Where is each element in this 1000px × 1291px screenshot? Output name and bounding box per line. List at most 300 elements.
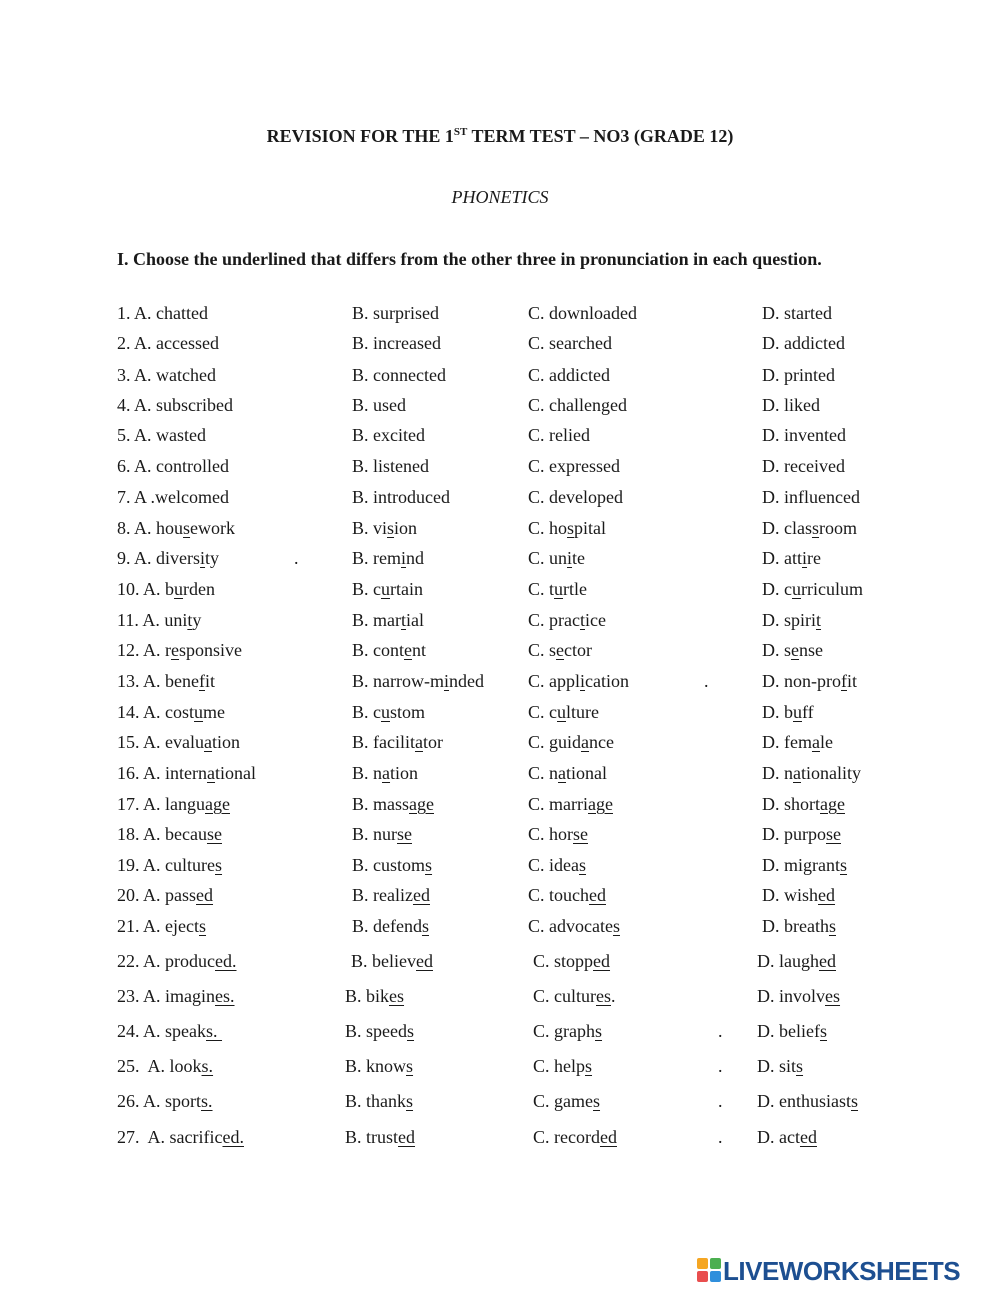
option-text-tail: ion <box>394 518 418 538</box>
underlined-letters: s <box>406 1056 414 1076</box>
underlined-letters: u <box>557 702 566 722</box>
underlined-letters: s <box>593 1091 601 1111</box>
option-c <box>528 365 610 386</box>
option-a <box>117 763 256 784</box>
option-text: wasted <box>156 425 206 445</box>
option-text: D. b <box>762 702 793 722</box>
option-b <box>352 579 423 600</box>
question-row <box>0 548 1000 576</box>
underlined-letters: s <box>796 1056 804 1076</box>
underlined-letters: s <box>612 916 620 936</box>
option-text: speak <box>165 1021 206 1041</box>
option-b <box>352 548 424 569</box>
option-a <box>117 951 237 972</box>
option-text-tail: lture <box>566 702 599 722</box>
option-b <box>345 1091 413 1112</box>
option-text: B. n <box>352 763 383 783</box>
stray-dot: . <box>718 1127 723 1147</box>
option-text-tail: ctor <box>564 640 592 660</box>
question-number: 5. A. <box>117 425 157 445</box>
question-number: 24. A. <box>117 1021 166 1041</box>
option-text: B. mar <box>352 610 401 630</box>
underlined-letters: s <box>828 916 836 936</box>
underlined-letters: e <box>404 640 412 660</box>
option-text: D. belief <box>757 1021 820 1041</box>
option-b <box>352 794 434 815</box>
question-row <box>0 986 1000 1014</box>
option-text: r <box>165 640 172 660</box>
option-text: C. challenged <box>528 395 627 415</box>
option-text: B. realiz <box>352 885 413 905</box>
option-text-tail: ice <box>585 610 606 630</box>
underlined-letters: s <box>819 1021 827 1041</box>
option-text-tail: nd <box>406 548 425 568</box>
question-number: 26. A. <box>117 1091 166 1111</box>
option-text-tail: pital <box>574 518 607 538</box>
option-c <box>528 303 637 324</box>
question-number: 19. A. <box>117 855 166 875</box>
question-row <box>0 395 1000 423</box>
question-number: 2. A. <box>117 333 157 353</box>
option-a <box>117 1127 244 1148</box>
option-b <box>352 395 406 416</box>
option-text-tail: cation <box>585 671 629 691</box>
option-a <box>117 885 213 906</box>
option-text: chatted <box>156 303 208 323</box>
option-d <box>762 456 845 477</box>
option-text: intern <box>165 763 208 783</box>
option-text: D. non-pro <box>762 671 841 691</box>
option-a <box>117 855 222 876</box>
option-text: B. know <box>345 1056 407 1076</box>
option-c <box>528 763 607 784</box>
option-text: B. mass <box>352 794 410 814</box>
underlined-letters: ed <box>412 885 430 905</box>
option-c <box>528 333 612 354</box>
option-text: B. facilit <box>352 732 415 752</box>
option-text: C. developed <box>528 487 623 507</box>
option-text: C. graph <box>533 1021 595 1041</box>
underlined-letters: a <box>811 732 820 752</box>
question-number: 11. A. <box>117 610 165 630</box>
underlined-letters: se <box>397 824 412 844</box>
question-number: 6. A. <box>117 456 157 476</box>
option-b <box>352 518 417 539</box>
option-text: sacrific <box>169 1127 223 1147</box>
option-d <box>757 1056 803 1077</box>
question-number: 16. A. <box>117 763 166 783</box>
option-d <box>757 1091 858 1112</box>
question-row <box>0 365 1000 393</box>
option-text: B. introduced <box>352 487 450 507</box>
option-c <box>528 518 606 539</box>
option-text: C. help <box>533 1056 585 1076</box>
option-text-tail: nse <box>799 640 824 660</box>
question-number: 20. A. <box>117 885 166 905</box>
option-text: B. bik <box>345 986 390 1006</box>
question-row <box>0 303 1000 331</box>
option-b <box>352 303 439 324</box>
option-text-tail: y <box>192 610 202 630</box>
option-b <box>345 1056 413 1077</box>
underlined-letters: t <box>816 610 822 630</box>
underlined-letters: age <box>820 794 845 814</box>
option-text: B. narrow-m <box>352 671 444 691</box>
option-text: C. game <box>533 1091 593 1111</box>
option-c-dot: . <box>611 986 616 1006</box>
option-c <box>528 487 623 508</box>
option-text: D. c <box>762 579 792 599</box>
option-text: imagin <box>165 986 216 1006</box>
underlined-letters: age <box>409 794 434 814</box>
underlined-letters: ed <box>799 1127 817 1147</box>
option-d <box>762 794 845 815</box>
option-text: C. downloaded <box>528 303 637 323</box>
option-text: culture <box>165 855 215 875</box>
question-row <box>0 1021 1000 1049</box>
option-text: C. touch <box>528 885 589 905</box>
underlined-letters: ed <box>416 951 433 971</box>
underlined-letters: se <box>826 824 841 844</box>
underlined-letters: a <box>204 732 212 752</box>
option-text: D. fem <box>762 732 812 752</box>
underlined-letters: u <box>554 579 564 599</box>
option-text: B. rem <box>352 548 401 568</box>
option-text: D. printed <box>762 365 835 385</box>
option-text: B. defend <box>352 916 422 936</box>
option-c <box>528 794 613 815</box>
option-text: B. increased <box>352 333 441 353</box>
underlined-letters: s <box>407 1021 415 1041</box>
option-text: C. un <box>528 548 568 568</box>
option-c <box>533 951 610 972</box>
option-d <box>762 303 832 324</box>
underlined-letters: ed. <box>222 1127 244 1147</box>
underlined-letters: a <box>793 763 801 783</box>
question-number: 12. A. <box>117 640 166 660</box>
option-text-tail: rriculum <box>801 579 863 599</box>
underlined-letters: ed <box>819 951 836 971</box>
option-text: B. nur <box>352 824 397 844</box>
option-d <box>762 855 847 876</box>
option-b <box>352 425 425 446</box>
underlined-letters: s <box>567 518 575 538</box>
option-a <box>117 303 208 324</box>
option-text: D. breath <box>762 916 829 936</box>
question-row <box>0 916 1000 944</box>
option-text: sport <box>165 1091 202 1111</box>
option-text: C. addicted <box>528 365 610 385</box>
question-number: 21. A. <box>117 916 166 936</box>
underlined-letters: i <box>401 548 407 568</box>
option-text: B. believ <box>351 951 416 971</box>
option-a <box>117 824 222 845</box>
option-a <box>117 986 235 1007</box>
option-text: D. short <box>762 794 820 814</box>
option-text: D. involv <box>757 986 826 1006</box>
option-d <box>762 610 821 631</box>
option-a <box>117 916 206 937</box>
question-row <box>0 610 1000 638</box>
option-b <box>351 951 433 972</box>
option-b <box>352 671 484 692</box>
option-text: evalu <box>165 732 204 752</box>
underlined-letters: e <box>171 640 180 660</box>
option-text-tail: rtain <box>390 579 423 599</box>
option-c <box>533 1056 592 1077</box>
option-text: B. speed <box>345 1021 407 1041</box>
option-d <box>757 1021 827 1042</box>
option-d <box>762 702 814 723</box>
option-text: .welcomed <box>150 487 229 507</box>
option-text: C. relied <box>528 425 590 445</box>
option-c <box>528 395 627 416</box>
question-row <box>0 763 1000 791</box>
option-text: C. ho <box>528 518 568 538</box>
option-text: C. record <box>533 1127 600 1147</box>
option-c <box>528 824 588 845</box>
option-d <box>762 732 833 753</box>
stray-dot: . <box>718 1056 723 1076</box>
option-text-tail: tional <box>215 763 257 783</box>
underlined-letters: ed <box>196 885 214 905</box>
option-d <box>762 487 860 508</box>
option-text: B. trust <box>345 1127 399 1147</box>
underlined-letters: s <box>811 518 819 538</box>
option-text-tail: rden <box>183 579 215 599</box>
underlined-letters: es <box>596 986 611 1006</box>
option-text-tail: rtle <box>563 579 588 599</box>
option-b <box>345 1127 415 1148</box>
question-row <box>0 732 1000 760</box>
option-text: B. surprised <box>352 303 439 323</box>
option-text: C. expressed <box>528 456 620 476</box>
option-text: divers <box>156 548 201 568</box>
stray-dot: . <box>718 1091 723 1111</box>
option-d <box>757 986 840 1007</box>
question-row <box>0 1127 1000 1155</box>
option-a <box>117 548 219 569</box>
question-number: 27. A. <box>117 1127 170 1147</box>
option-text: B. listened <box>352 456 429 476</box>
option-a <box>117 671 215 692</box>
option-d <box>762 518 857 539</box>
option-text: C. guid <box>528 732 582 752</box>
option-c <box>528 456 620 477</box>
underlined-letters: u <box>381 702 390 722</box>
option-d <box>762 824 841 845</box>
underlined-letters: ed <box>818 885 836 905</box>
option-text: B. c <box>352 579 381 599</box>
option-a <box>117 610 201 631</box>
option-text: D. wish <box>762 885 819 905</box>
question-number: 23. A. <box>117 986 166 1006</box>
option-b <box>352 640 426 661</box>
option-text-tail: tor <box>422 732 443 752</box>
option-text-tail: le <box>819 732 833 752</box>
option-text-tail: tion <box>390 763 419 783</box>
option-text: B. connected <box>352 365 446 385</box>
underlined-letters: e <box>791 640 800 660</box>
section-title: PHONETICS <box>451 187 549 207</box>
option-text: cost <box>165 702 195 722</box>
underlined-letters: s. <box>206 1021 223 1041</box>
option-text: D. sit <box>757 1056 797 1076</box>
question-row <box>0 951 1000 979</box>
underlined-letters: u <box>793 702 802 722</box>
underlined-letters: se <box>573 824 588 844</box>
option-b <box>352 855 432 876</box>
option-b <box>352 487 450 508</box>
option-text: D. clas <box>762 518 812 538</box>
option-d <box>762 916 836 937</box>
option-text: subscribed <box>156 395 233 415</box>
option-c <box>528 671 629 692</box>
option-text: pass <box>165 885 197 905</box>
option-text-tail: ff <box>802 702 814 722</box>
option-b <box>352 333 441 354</box>
option-text-tail: stom <box>390 702 426 722</box>
underlined-letters: s <box>387 518 395 538</box>
option-a <box>117 395 233 416</box>
option-text: D. purpo <box>762 824 826 844</box>
underlined-letters: i <box>443 671 449 691</box>
option-text: uni <box>164 610 188 630</box>
option-a <box>117 732 240 753</box>
option-text-tail: me <box>203 702 226 722</box>
option-d <box>762 885 835 906</box>
underlined-letters: t <box>579 610 585 630</box>
option-b <box>352 456 429 477</box>
option-a <box>117 1021 222 1042</box>
underlined-letters: i <box>802 548 808 568</box>
question-number: 14. A. <box>117 702 166 722</box>
question-row <box>0 824 1000 852</box>
option-a <box>117 1056 213 1077</box>
underlined-letters: e <box>556 640 565 660</box>
option-text: B. vi <box>352 518 388 538</box>
option-b <box>352 365 446 386</box>
question-number: 13. A. <box>117 671 166 691</box>
option-c <box>528 732 614 753</box>
underlined-letters: u <box>174 579 184 599</box>
underlined-letters: ed <box>589 885 606 905</box>
logo-text: LIVEWORKSHEETS <box>723 1256 961 1286</box>
question-row <box>0 487 1000 515</box>
option-text: becau <box>165 824 207 844</box>
question-number: 10. A. <box>117 579 166 599</box>
question-row <box>0 579 1000 607</box>
option-text: B. thank <box>345 1091 406 1111</box>
option-text: D. act <box>757 1127 800 1147</box>
option-text: produc <box>165 951 215 971</box>
question-number: 4. A. <box>117 395 157 415</box>
option-a <box>117 365 216 386</box>
option-text: C. searched <box>528 333 612 353</box>
stray-dot: . <box>718 1021 723 1041</box>
instruction-text: I. Choose the underlined that differs from the other three in pronunciation in each question. <box>117 249 822 269</box>
question-row <box>0 333 1000 361</box>
question-row <box>0 1091 1000 1119</box>
question-number: 15. A. <box>117 732 166 752</box>
option-text: D. invented <box>762 425 846 445</box>
option-a <box>117 702 225 723</box>
underlined-letters: s <box>425 855 433 875</box>
option-b <box>352 610 424 631</box>
option-d <box>757 1127 817 1148</box>
option-text-tail: nce <box>589 732 614 752</box>
option-text: B. custom <box>352 855 426 875</box>
option-d <box>762 640 823 661</box>
question-number: 18. A. <box>117 824 166 844</box>
option-text: D. liked <box>762 395 820 415</box>
question-row <box>0 855 1000 883</box>
option-text: eject <box>165 916 199 936</box>
underlined-letters: s <box>595 1021 603 1041</box>
option-text: D. n <box>762 763 793 783</box>
option-text: b <box>165 579 175 599</box>
underlined-letters: s. <box>201 1056 214 1076</box>
option-d <box>757 951 836 972</box>
option-text-tail: ework <box>190 518 236 538</box>
question-row <box>0 702 1000 730</box>
option-text: D. spiri <box>762 610 816 630</box>
option-a <box>117 456 229 477</box>
option-c <box>528 916 620 937</box>
option-c <box>528 548 585 569</box>
option-text: D. migrant <box>762 855 840 875</box>
page-title: REVISION FOR THE 1ST TERM TEST – NO3 (GRADE 12) <box>266 126 734 146</box>
underlined-letters: f <box>841 671 847 691</box>
option-b <box>345 986 404 1007</box>
option-c <box>528 579 587 600</box>
underlined-letters: s <box>851 1091 859 1111</box>
question-row <box>0 518 1000 546</box>
option-text-tail: sponsive <box>179 640 243 660</box>
option-text: accessed <box>156 333 219 353</box>
underlined-letters: i <box>200 548 206 568</box>
option-text: C. n <box>528 763 559 783</box>
option-d <box>762 548 821 569</box>
option-c <box>528 425 590 446</box>
underlined-letters: ed <box>593 951 611 971</box>
option-d <box>762 763 861 784</box>
option-c <box>528 640 592 661</box>
option-c <box>533 1127 617 1148</box>
underlined-letters: u <box>381 579 390 599</box>
underlined-letters: u <box>792 579 801 599</box>
underlined-letters: es <box>825 986 841 1006</box>
option-text: B. cont <box>352 640 404 660</box>
liveworksheets-logo-icon <box>697 1258 721 1282</box>
option-text: C. marri <box>528 794 588 814</box>
option-text: bene <box>165 671 199 691</box>
option-a <box>117 487 229 508</box>
question-row <box>0 794 1000 822</box>
option-b <box>352 824 412 845</box>
option-text: D. received <box>762 456 845 476</box>
underlined-letters: ed. <box>215 951 237 971</box>
option-text-tail: nt <box>412 640 427 660</box>
option-text: B. excited <box>352 425 425 445</box>
option-c <box>533 986 616 1007</box>
underlined-letters: a <box>414 732 423 752</box>
option-a <box>117 640 242 661</box>
option-b <box>352 702 425 723</box>
option-text-tail: tionality <box>801 763 861 783</box>
underlined-letters: a <box>581 732 590 752</box>
option-text: B. c <box>352 702 381 722</box>
